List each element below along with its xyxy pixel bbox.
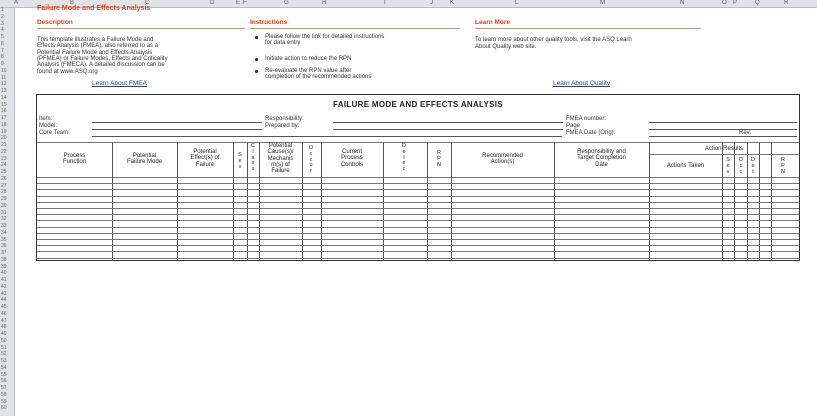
responsibility-field[interactable]: [333, 122, 563, 123]
model-label: Model:: [39, 123, 58, 129]
model-field[interactable]: [92, 129, 262, 130]
class-header: a: [251, 154, 255, 161]
row-number[interactable]: 12: [1, 81, 7, 88]
row-number[interactable]: 23: [1, 155, 7, 162]
potential-causes-header: Cause(s)/: [267, 149, 294, 156]
row-number[interactable]: 48: [1, 324, 7, 331]
description-line: This template illustrates a Failure Mode and: [37, 37, 154, 43]
bullet-icon: [255, 70, 258, 73]
action-occ-header: c: [739, 168, 743, 175]
instruction-text: completion of the recommended actions: [265, 74, 372, 81]
bullet-icon: [255, 58, 258, 61]
table-row: [37, 220, 799, 221]
column-header-k[interactable]: K: [450, 0, 455, 6]
row-number[interactable]: 41: [1, 277, 7, 283]
rpn-header: N: [437, 161, 441, 168]
potential-causes-header: Failure: [271, 168, 290, 175]
class-header: s: [251, 160, 255, 167]
table-row: [37, 183, 799, 184]
row-number[interactable]: 59: [1, 398, 7, 405]
column-header-l[interactable]: L: [515, 0, 519, 6]
prepared-by-label: Prepared by:: [265, 123, 300, 129]
row-number[interactable]: 51: [1, 344, 7, 351]
row-number[interactable]: 21: [1, 142, 7, 148]
row-number[interactable]: 14: [1, 94, 7, 101]
learn-more-line-2: About Quality web site.: [475, 43, 537, 50]
row-number[interactable]: 15: [1, 101, 7, 108]
table-row: [37, 189, 799, 190]
row-number[interactable]: 58: [1, 391, 7, 398]
row-number[interactable]: 5: [1, 34, 4, 40]
learn-more-underline: [475, 28, 701, 29]
row-number[interactable]: 47: [1, 317, 7, 324]
column-header-p[interactable]: P: [733, 0, 738, 6]
row-number[interactable]: 39: [1, 263, 7, 270]
learn-more-heading: Learn More: [475, 19, 511, 26]
rpn-header: R: [437, 150, 441, 156]
instructions-underline: [250, 28, 460, 29]
potential-causes-header: Potential: [268, 143, 293, 149]
row-number[interactable]: 2: [1, 13, 4, 20]
row-number[interactable]: 16: [1, 108, 7, 115]
table-row: [37, 245, 799, 246]
item-label: Item:: [39, 116, 53, 122]
instruction-text: Initiate action to reduce the RPN: [265, 56, 352, 62]
core-team-field[interactable]: [92, 136, 562, 137]
row-number[interactable]: 17: [1, 115, 7, 121]
column-header-i[interactable]: I: [384, 0, 386, 6]
action-det-header: e: [751, 162, 755, 169]
row-number[interactable]: 45: [1, 304, 7, 310]
table-row: [37, 258, 799, 259]
occur-header: c: [309, 150, 313, 157]
row-number[interactable]: 25: [1, 169, 7, 175]
potential-effects-header: Potential: [193, 149, 217, 155]
column-header-d[interactable]: D: [210, 0, 215, 6]
row-number[interactable]: 22: [1, 148, 7, 155]
row-number[interactable]: 29: [1, 196, 7, 202]
sheet-title: Failure Mode and Effects Analysis: [37, 5, 151, 12]
core-team-label: Core Team:: [39, 130, 70, 136]
action-results-header: Action Results: [704, 146, 744, 152]
detec-header: D: [402, 143, 406, 149]
table-row: [37, 214, 799, 215]
table-row: [37, 251, 799, 252]
row-number[interactable]: 55: [1, 371, 7, 378]
row-number[interactable]: 52: [1, 351, 7, 358]
row-number[interactable]: 11: [1, 74, 7, 81]
action-det-header: t: [752, 168, 754, 175]
row-number[interactable]: 30: [1, 202, 7, 209]
row-number[interactable]: 56: [1, 378, 7, 385]
row-number[interactable]: 9: [1, 61, 4, 67]
column-header-r[interactable]: R: [784, 0, 789, 6]
column-header-h[interactable]: H: [322, 0, 327, 6]
column-header-f[interactable]: F: [243, 0, 247, 6]
row-number[interactable]: 46: [1, 310, 7, 317]
column-header-c[interactable]: C: [145, 0, 150, 6]
row-number[interactable]: 6: [1, 40, 4, 47]
potential-causes-header: m(s) of: [271, 161, 290, 168]
action-occ-header: c: [739, 162, 743, 169]
column-header-n[interactable]: N: [680, 0, 685, 6]
action-sev-header: S: [726, 157, 730, 163]
detec-header: e: [402, 148, 406, 155]
row-number[interactable]: 34: [1, 229, 7, 236]
rpn-header: P: [437, 155, 441, 162]
process-function-header: Function: [62, 159, 86, 166]
class-header: l: [252, 148, 254, 155]
bullet-icon: [255, 36, 258, 39]
occur-header: c: [309, 156, 313, 163]
potential-failure-mode-header: Potential: [132, 153, 157, 159]
form-title: FAILURE MODE AND EFFECTS ANALYSIS: [333, 100, 503, 109]
row-number[interactable]: 26: [1, 175, 7, 182]
column-header-g[interactable]: G: [284, 0, 289, 6]
description-line: Potential Failure Mode and Effects Analysis: [37, 49, 153, 56]
row-header-bar: [0, 8, 15, 416]
occur-header: r: [310, 168, 312, 175]
sev-header: v: [238, 163, 242, 170]
responsibility-label: Responsibility:: [265, 116, 304, 122]
class-header: s: [251, 166, 255, 173]
column-header-q[interactable]: Q: [755, 0, 760, 6]
description-line: found at www.ASQ.org: [37, 68, 98, 75]
action-results-divider: [649, 154, 799, 155]
responsibility-target-header: Date: [595, 161, 608, 168]
table-row: [37, 208, 799, 209]
fmea-date-field[interactable]: [649, 136, 797, 137]
table-row: [37, 196, 799, 197]
column-header-e[interactable]: E: [236, 0, 241, 6]
row-number[interactable]: 37: [1, 250, 7, 256]
row-number[interactable]: 1: [1, 7, 4, 13]
action-rpn-header: N: [781, 168, 785, 175]
row-number[interactable]: 28: [1, 189, 7, 196]
row-number[interactable]: 10: [1, 67, 7, 74]
fmea-number-field[interactable]: [649, 122, 797, 123]
action-sev-header: e: [726, 162, 730, 169]
action-rpn-header: R: [781, 157, 785, 163]
action-occ-header: O: [738, 157, 744, 163]
row-number[interactable]: 42: [1, 283, 7, 290]
row-number[interactable]: 3: [1, 20, 4, 27]
row-number[interactable]: 18: [1, 121, 7, 128]
table-row: [37, 227, 799, 228]
potential-causes-header: Mechanis: [267, 155, 294, 162]
table-row: [37, 202, 799, 203]
column-header-a[interactable]: A: [14, 0, 19, 6]
item-field[interactable]: [92, 122, 262, 123]
row-number[interactable]: 8: [1, 54, 4, 61]
actions-taken-header: Actions Taken: [666, 163, 705, 169]
rev-label: Rev:: [739, 130, 752, 136]
instructions-heading: Instructions: [250, 19, 288, 26]
occur-header: u: [309, 162, 313, 169]
row-number[interactable]: 24: [1, 162, 7, 169]
row-number[interactable]: 20: [1, 135, 7, 142]
detec-header: t: [403, 154, 405, 161]
instruction-text: Re-evaluate the RPN value after: [265, 68, 352, 74]
description-line: Effects Analysis (FMEA), also referred to as a: [37, 43, 158, 50]
recommended-actions-header: Action(s): [490, 159, 515, 166]
table-row: [37, 233, 799, 234]
learn-more-line-1: To learn more about other quality tools, visit the ASQ Learn: [475, 37, 632, 43]
column-header-b[interactable]: B: [70, 0, 75, 6]
row-number[interactable]: 50: [1, 337, 7, 344]
description-line: (PFMEA) or Failure Modes, Effects and Criticality: [37, 55, 168, 62]
sev-header: S: [238, 152, 242, 158]
occur-header: O: [308, 145, 314, 151]
detec-header: e: [402, 160, 406, 167]
row-number[interactable]: 35: [1, 236, 7, 243]
row-number[interactable]: 60: [1, 405, 7, 412]
row-number[interactable]: 36: [1, 243, 7, 250]
row-number[interactable]: 40: [1, 270, 7, 277]
row-number[interactable]: 19: [1, 128, 7, 135]
responsibility-target-header: Responsibility and: [577, 149, 626, 155]
row-number[interactable]: 31: [1, 209, 7, 216]
row-number[interactable]: 44: [1, 297, 7, 304]
page-label: Page: [566, 123, 581, 129]
fmea-form: [36, 94, 800, 261]
description-line: Analysis (FMECA). A detailed discussion can be: [37, 62, 165, 69]
row-number[interactable]: 4: [1, 27, 4, 34]
recommended-actions-header: Recommended: [482, 153, 523, 159]
column-header-o[interactable]: O: [722, 0, 727, 6]
current-controls-header: Controls: [340, 161, 364, 168]
instruction-text: for data entry: [265, 40, 301, 47]
fmea-number-label: FMEA number:: [566, 116, 607, 122]
row-number[interactable]: 7: [1, 47, 4, 54]
action-sev-header: v: [726, 168, 730, 175]
table-top-border: [37, 142, 799, 143]
potential-effects-header: Failure: [195, 161, 215, 168]
current-controls-header: Current: [341, 149, 362, 155]
row-number[interactable]: 38: [1, 256, 7, 263]
learn-about-fmea-link[interactable]: Learn About FMEA: [92, 80, 147, 87]
learn-about-quality-link[interactable]: Learn About Quality: [553, 80, 611, 87]
description-underline: [37, 28, 245, 29]
detec-header: c: [402, 166, 406, 173]
process-function-header: Process: [63, 153, 86, 159]
class-header: C: [251, 143, 255, 149]
row-number[interactable]: 54: [1, 364, 7, 371]
fmea-date-label: FMEA Date (Orig):: [566, 130, 616, 136]
prepared-by-field[interactable]: [333, 129, 563, 130]
description-heading: Description: [37, 19, 73, 26]
row-number[interactable]: 49: [1, 331, 7, 337]
row-number[interactable]: 43: [1, 290, 7, 297]
responsibility-target-header: Target Completion: [577, 155, 626, 162]
row-number[interactable]: 33: [1, 223, 7, 229]
potential-failure-mode-header: Failure Mode: [126, 159, 162, 166]
column-header-j[interactable]: J: [430, 0, 433, 6]
column-header-m[interactable]: M: [600, 0, 605, 6]
table-header-bottom-border: [37, 177, 799, 178]
potential-effects-header: Effect(s) of: [190, 155, 220, 162]
sev-header: e: [238, 157, 242, 164]
table-row: [37, 239, 799, 240]
action-rpn-header: P: [781, 162, 785, 169]
current-controls-header: Process: [341, 155, 363, 162]
row-number[interactable]: 27: [1, 182, 7, 189]
row-number[interactable]: 13: [1, 88, 7, 94]
page-field[interactable]: [649, 129, 797, 130]
row-number[interactable]: 57: [1, 385, 7, 391]
instruction-text: Please follow the link for detailed instructions: [265, 34, 385, 40]
row-number[interactable]: 32: [1, 216, 7, 223]
action-det-header: D: [751, 157, 755, 163]
row-number[interactable]: 53: [1, 358, 7, 364]
